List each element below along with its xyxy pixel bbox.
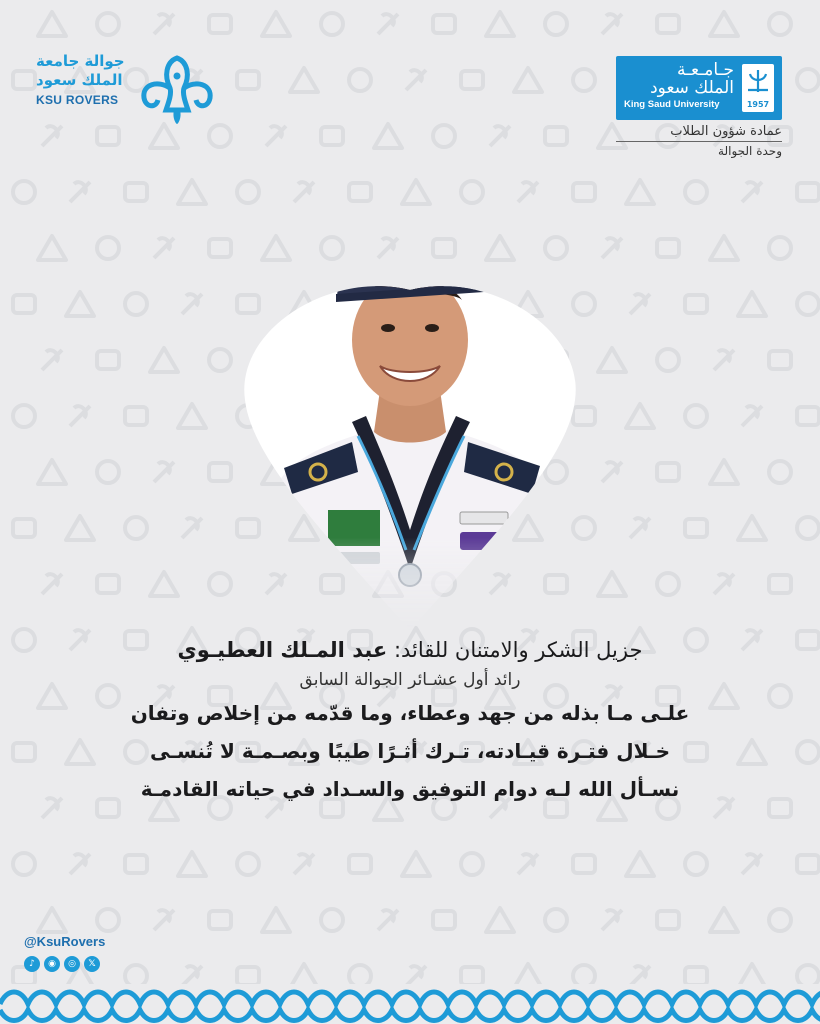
pattern-icon <box>294 854 314 874</box>
pattern-icon <box>406 966 426 986</box>
pattern-icon <box>433 15 455 33</box>
pattern-icon <box>38 236 66 260</box>
pattern-icon <box>13 295 35 313</box>
pattern-icon <box>769 575 791 593</box>
pattern-icon <box>209 573 231 595</box>
pattern-icon <box>97 909 119 931</box>
portrait-photo <box>240 210 580 630</box>
pattern-icon <box>710 12 738 36</box>
pattern-icon <box>490 126 510 146</box>
pattern-icon <box>797 855 819 873</box>
pattern-icon <box>573 183 595 201</box>
pattern-icon <box>209 239 231 257</box>
rovers-arabic-name-line2: الملك سعود <box>36 71 123 89</box>
pattern-icon <box>70 630 90 650</box>
pattern-icon <box>97 237 119 259</box>
pattern-icon <box>573 69 595 91</box>
pattern-icon <box>178 180 206 204</box>
pattern-icon <box>38 684 66 708</box>
pattern-icon <box>769 13 791 35</box>
pattern-icon <box>262 908 290 932</box>
pattern-icon <box>97 461 119 483</box>
pattern-icon <box>626 404 654 428</box>
pattern-icon <box>209 463 231 481</box>
pattern-icon <box>178 852 206 876</box>
pattern-icon <box>797 183 819 201</box>
pattern-icon <box>742 854 762 874</box>
pattern-icon <box>657 463 679 481</box>
pattern-icon <box>182 966 202 986</box>
pattern-icon <box>266 126 286 146</box>
pattern-icon <box>602 14 622 34</box>
pattern-icon <box>13 519 35 537</box>
pattern-icon <box>13 405 35 427</box>
pattern-icon <box>237 181 259 203</box>
ksu-arabic-line1: جـامـعـة <box>676 60 734 80</box>
pattern-icon <box>378 14 398 34</box>
pattern-icon <box>42 350 62 370</box>
pattern-icon <box>154 910 174 930</box>
pattern-icon <box>685 295 707 313</box>
pattern-icon <box>769 351 791 369</box>
ksu-arabic-line2: الملك سعود <box>650 78 734 98</box>
pattern-icon <box>626 852 654 876</box>
pattern-icon <box>125 517 147 539</box>
pattern-icon <box>125 407 147 425</box>
pattern-icon <box>461 71 483 89</box>
pattern-icon <box>125 855 147 873</box>
pattern-icon <box>321 127 343 145</box>
pattern-icon <box>237 853 259 875</box>
pattern-icon <box>545 909 567 931</box>
pattern-icon <box>797 741 819 763</box>
social-handle[interactable]: @KsuRovers <box>24 934 106 949</box>
pattern-icon <box>150 348 178 372</box>
pattern-icon <box>38 460 66 484</box>
pattern-icon <box>714 350 734 370</box>
pattern-icon <box>349 183 371 201</box>
pattern-icon <box>433 911 455 929</box>
pattern-icon <box>182 294 202 314</box>
message-title <box>100 636 720 664</box>
pattern-icon <box>209 911 231 929</box>
pattern-icon <box>685 405 707 427</box>
pattern-icon <box>630 518 650 538</box>
pattern-icon <box>290 68 318 92</box>
pattern-icon <box>13 629 35 651</box>
pattern-icon <box>630 294 650 314</box>
pattern-icon <box>374 124 402 148</box>
snapchat-icon[interactable]: ◉ <box>44 956 60 972</box>
pattern-icon <box>154 14 174 34</box>
pattern-icon <box>742 406 762 426</box>
pattern-icon <box>797 69 819 91</box>
social-icons <box>24 956 100 972</box>
pattern-icon <box>657 573 679 595</box>
pattern-icon <box>518 182 538 202</box>
instagram-icon[interactable]: ◎ <box>64 956 80 972</box>
pattern-icon <box>626 180 654 204</box>
message-line-1: علـى مـا بذله من جهد وعطاء، وما قدّمه من إخلاص وتفان <box>130 701 690 725</box>
pattern-icon <box>738 516 766 540</box>
pattern-icon <box>685 181 707 203</box>
pattern-icon <box>545 13 567 35</box>
pattern-icon <box>797 407 819 425</box>
pattern-icon <box>70 406 90 426</box>
pattern-icon <box>182 518 202 538</box>
pattern-icon <box>154 462 174 482</box>
pattern-icon <box>797 517 819 539</box>
pattern-icon <box>769 909 791 931</box>
pattern-icon <box>461 967 483 985</box>
pattern-icon <box>42 798 62 818</box>
king-saud-university-logo <box>616 56 782 160</box>
pattern-icon <box>742 630 762 650</box>
pattern-icon <box>66 516 94 540</box>
pattern-icon <box>13 853 35 875</box>
pattern-icon <box>602 910 622 930</box>
leader-name: عبد المـلك العطيـوي <box>177 638 388 662</box>
pattern-icon <box>349 69 371 91</box>
x-icon[interactable]: 𝕏 <box>84 956 100 972</box>
pattern-icon <box>150 572 178 596</box>
pattern-icon <box>349 855 371 873</box>
pattern-icon <box>630 966 650 986</box>
pattern-icon <box>685 519 707 537</box>
pattern-icon <box>573 855 595 873</box>
pattern-icon <box>602 238 622 258</box>
pattern-icon <box>797 293 819 315</box>
pattern-icon <box>178 404 206 428</box>
pattern-icon <box>461 853 483 875</box>
ksu-department: عمادة شؤون الطلاب <box>616 124 782 142</box>
pattern-icon <box>97 13 119 35</box>
pattern-icon <box>66 740 94 764</box>
pattern-icon <box>70 182 90 202</box>
pattern-icon <box>738 292 766 316</box>
pattern-icon <box>38 908 66 932</box>
ksu-english-name: King Saud University <box>624 99 720 110</box>
pattern-icon <box>402 852 430 876</box>
pattern-icon <box>657 911 679 929</box>
pattern-icon <box>514 68 542 92</box>
ksu-unit: وحدة الجوالة <box>718 144 782 158</box>
pattern-icon <box>294 182 314 202</box>
pattern-icon <box>154 238 174 258</box>
pattern-icon <box>321 13 343 35</box>
pattern-icon <box>13 743 35 761</box>
ksu-year: 1957 <box>746 100 770 109</box>
tiktok-icon[interactable]: ♪ <box>24 956 40 972</box>
pattern-icon <box>710 236 738 260</box>
pattern-icon <box>237 71 259 89</box>
title-prefix: جزيل الشكر والامتنان للقائد: <box>393 638 643 662</box>
thanks-message <box>100 636 720 808</box>
rovers-arabic-name-line1: جوالة جامعة <box>36 52 125 70</box>
pattern-icon <box>769 799 791 817</box>
pattern-icon <box>545 127 567 145</box>
ksu-emblem-icon <box>740 62 776 114</box>
pattern-icon <box>685 967 707 985</box>
rovers-english-name: KSU ROVERS <box>36 93 119 107</box>
ksu-logo-box <box>616 56 782 120</box>
leader-role: رائد أول عشـائر الجوالة السابق <box>299 670 521 690</box>
pattern-icon <box>461 181 483 203</box>
pattern-icon <box>714 574 734 594</box>
pattern-icon <box>602 462 622 482</box>
pattern-icon <box>42 574 62 594</box>
pattern-icon <box>402 180 430 204</box>
pattern-icon <box>433 125 455 147</box>
pattern-icon <box>769 461 791 483</box>
pattern-icon <box>657 349 679 371</box>
pattern-icon <box>125 293 147 315</box>
pattern-icon <box>237 967 259 985</box>
pattern-icon <box>685 853 707 875</box>
pattern-icon <box>97 575 119 593</box>
pattern-icon <box>13 181 35 203</box>
pattern-icon <box>97 351 119 369</box>
pattern-icon <box>657 15 679 33</box>
pattern-icon <box>710 908 738 932</box>
pattern-icon <box>518 854 538 874</box>
pattern-icon <box>797 631 819 649</box>
pattern-icon <box>769 237 791 259</box>
pattern-icon <box>486 12 514 36</box>
pattern-icon <box>598 348 626 372</box>
pattern-icon <box>406 70 426 90</box>
pattern-icon <box>738 740 766 764</box>
pattern-icon <box>742 182 762 202</box>
pattern-icon <box>598 572 626 596</box>
pattern-icon <box>486 908 514 932</box>
pattern-icon <box>66 292 94 316</box>
pattern-icon <box>38 12 66 36</box>
ksu-rovers-logo <box>36 52 226 132</box>
pattern-icon <box>209 349 231 371</box>
pattern-icon <box>13 71 35 89</box>
decorative-wave-border <box>0 984 820 1024</box>
pattern-icon <box>209 15 231 33</box>
pattern-icon <box>769 685 791 707</box>
pattern-icon <box>262 12 290 36</box>
message-line-2: خـلال فتـرة قيـادته، تـرك أثـرًا طيبًا وبصـمـة لا تُنسـى <box>149 739 671 763</box>
pattern-icon <box>378 910 398 930</box>
pattern-icon <box>710 460 738 484</box>
message-line-3: نسـأل الله لـه دوام التوفيق والسـداد في حياته القادمـة <box>140 777 680 801</box>
pattern-icon <box>70 854 90 874</box>
pattern-icon <box>125 183 147 201</box>
pattern-icon <box>321 909 343 931</box>
pattern-icon <box>657 239 679 257</box>
fleur-de-lis-icon <box>136 54 218 128</box>
